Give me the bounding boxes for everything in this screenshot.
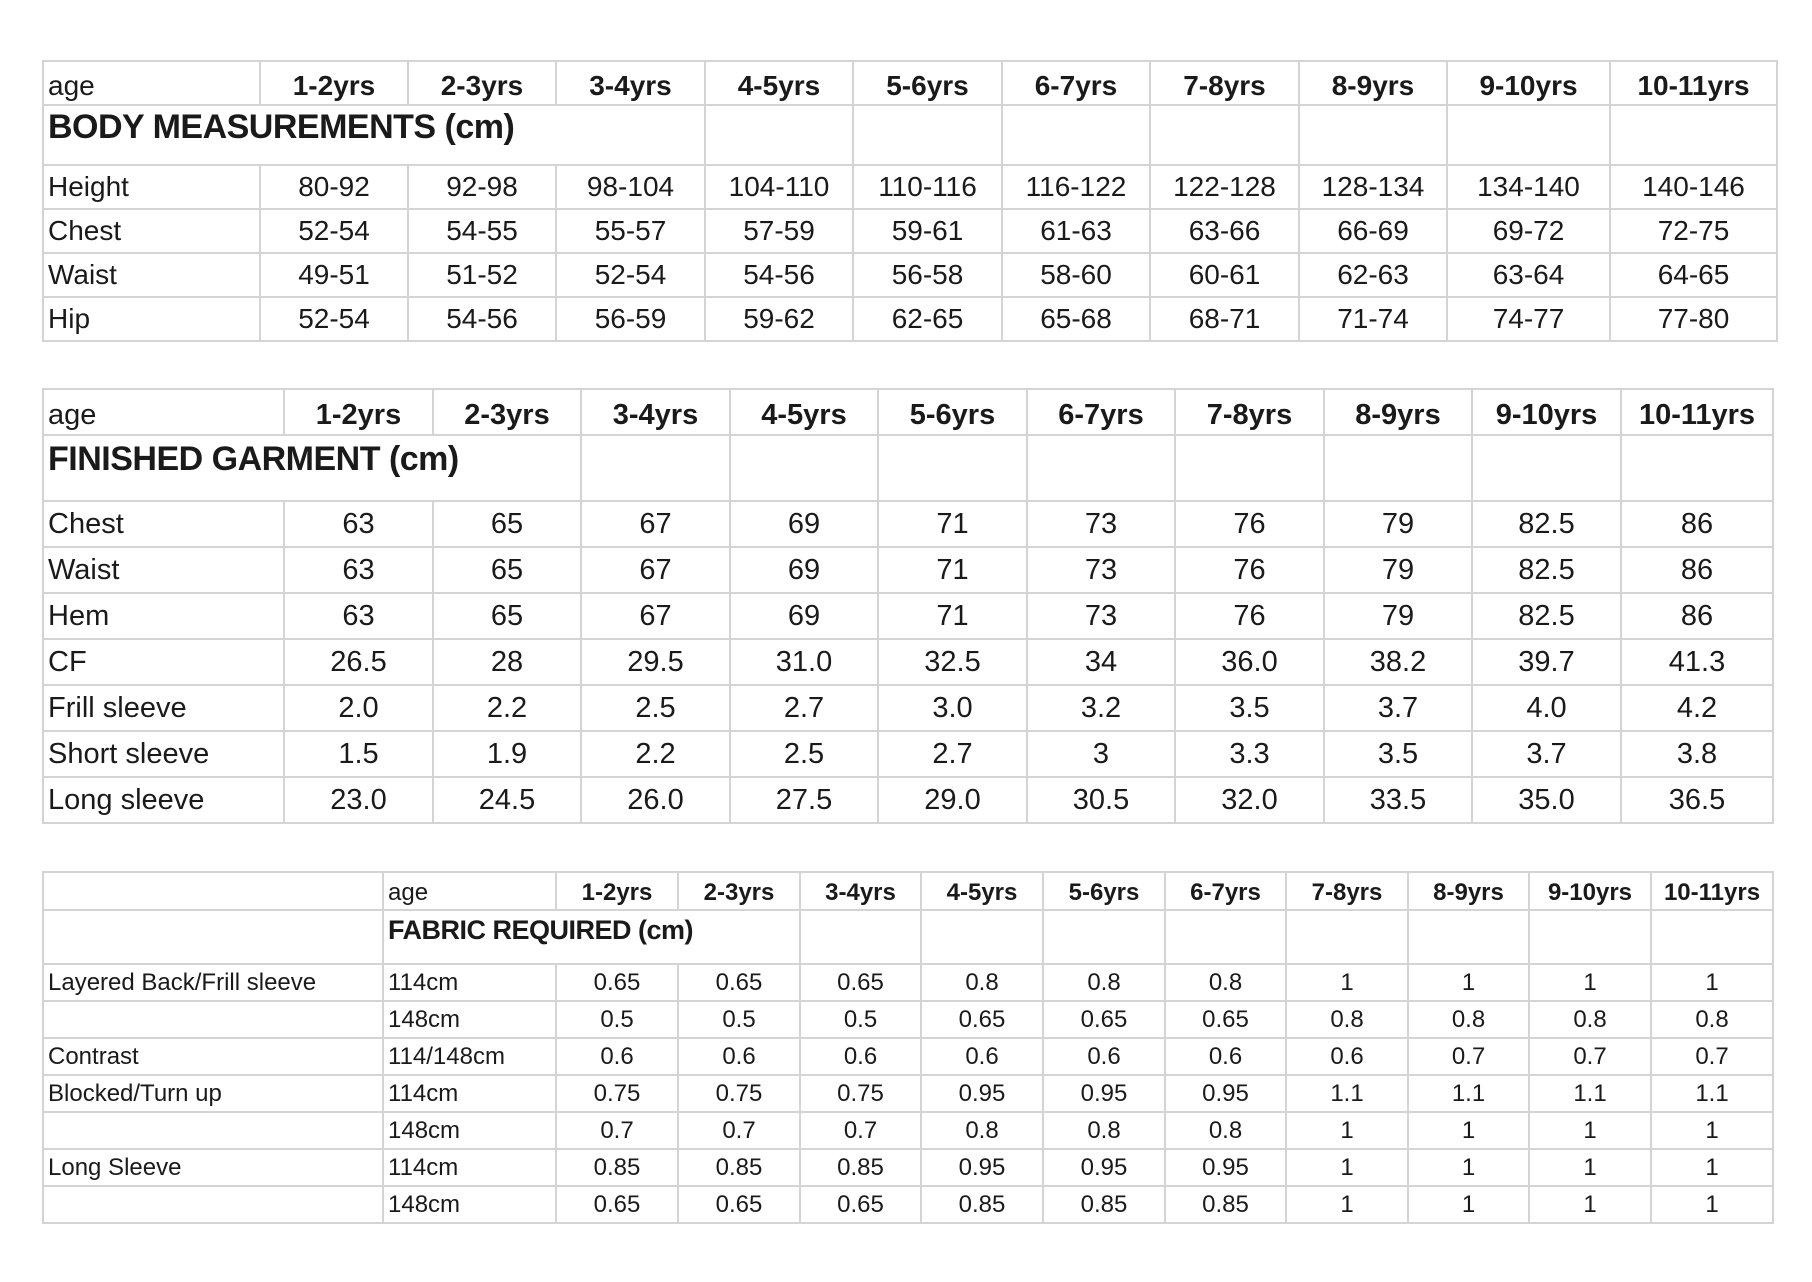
table-cell: 73 xyxy=(1027,547,1175,593)
table-cell: 68-71 xyxy=(1150,297,1299,341)
table-cell: 76 xyxy=(1175,547,1324,593)
table-cell: 39.7 xyxy=(1472,639,1621,685)
table-cell: 0.75 xyxy=(800,1075,921,1112)
fabric-width: 114/148cm xyxy=(383,1038,556,1075)
table-row xyxy=(43,297,1777,341)
table-row xyxy=(43,1075,1773,1112)
age-header-cell: 4-5yrs xyxy=(730,389,878,435)
table-cell: 110-116 xyxy=(853,165,1002,209)
fabric-width: 114cm xyxy=(383,964,556,1001)
table-cell: 23.0 xyxy=(284,777,433,823)
table-cell: 1 xyxy=(1286,1149,1408,1186)
age-header-cell: 8-9yrs xyxy=(1324,389,1472,435)
table-cell: 82.5 xyxy=(1472,501,1621,547)
table-cell: 1 xyxy=(1408,1186,1529,1223)
table-cell: 0.8 xyxy=(1043,964,1165,1001)
table-cell: 65-68 xyxy=(1002,297,1150,341)
table-cell: 0.7 xyxy=(556,1112,678,1149)
table-cell: 0.95 xyxy=(1165,1149,1286,1186)
table-cell: 65 xyxy=(433,501,581,547)
table-cell: 0.85 xyxy=(1043,1186,1165,1223)
table-cell: 54-56 xyxy=(408,297,556,341)
age-header-cell: 9-10yrs xyxy=(1447,61,1610,105)
row-label: Chest xyxy=(43,209,260,253)
row-label xyxy=(43,1001,383,1038)
age-header-cell: 9-10yrs xyxy=(1529,872,1651,910)
table-cell: 3.2 xyxy=(1027,685,1175,731)
table-cell: 92-98 xyxy=(408,165,556,209)
table-cell: 2.5 xyxy=(730,731,878,777)
table-cell: 52-54 xyxy=(260,297,408,341)
table-cell: 1.9 xyxy=(433,731,581,777)
table-cell: 0.95 xyxy=(921,1149,1043,1186)
table-cell: 2.2 xyxy=(581,731,730,777)
table-cell: 0.6 xyxy=(1286,1038,1408,1075)
row-label xyxy=(43,1112,383,1149)
table-cell: 63-66 xyxy=(1150,209,1299,253)
table-cell: 0.7 xyxy=(800,1112,921,1149)
table-cell: 26.5 xyxy=(284,639,433,685)
table-cell: 79 xyxy=(1324,593,1472,639)
table-cell: 0.8 xyxy=(921,964,1043,1001)
table-cell: 59-61 xyxy=(853,209,1002,253)
row-label: Frill sleeve xyxy=(43,685,284,731)
table-cell: 0.7 xyxy=(678,1112,800,1149)
fabric-width: 114cm xyxy=(383,1075,556,1112)
table-cell: 0.8 xyxy=(1529,1001,1651,1038)
row-label: Contrast xyxy=(43,1038,383,1075)
table-cell: 65 xyxy=(433,547,581,593)
table-cell: 3.5 xyxy=(1324,731,1472,777)
table-cell: 34 xyxy=(1027,639,1175,685)
table-cell: 134-140 xyxy=(1447,165,1610,209)
table-cell: 54-56 xyxy=(705,253,853,297)
table-cell: 0.65 xyxy=(800,964,921,1001)
table-cell: 77-80 xyxy=(1610,297,1777,341)
table-cell: 36.0 xyxy=(1175,639,1324,685)
table-cell: 86 xyxy=(1621,593,1773,639)
age-header-cell: 8-9yrs xyxy=(1408,872,1529,910)
table-cell: 1 xyxy=(1408,964,1529,1001)
section-title: FABRIC REQUIRED (cm) xyxy=(383,910,800,964)
age-header-cell: 8-9yrs xyxy=(1299,61,1447,105)
table-cell: 0.8 xyxy=(1408,1001,1529,1038)
table-cell: 73 xyxy=(1027,593,1175,639)
table-cell: 0.65 xyxy=(800,1186,921,1223)
section-title: BODY MEASUREMENTS (cm) xyxy=(43,105,705,165)
table-cell: 76 xyxy=(1175,501,1324,547)
table-row xyxy=(43,1186,1773,1223)
table-cell: 63 xyxy=(284,593,433,639)
table-cell: 86 xyxy=(1621,547,1773,593)
row-label xyxy=(43,1186,383,1223)
table-cell: 1 xyxy=(1408,1112,1529,1149)
table-cell: 55-57 xyxy=(556,209,705,253)
age-header-row xyxy=(43,61,1777,105)
table-cell: 29.0 xyxy=(878,777,1027,823)
age-header-cell: 3-4yrs xyxy=(800,872,921,910)
table-cell: 29.5 xyxy=(581,639,730,685)
fabric-required-table xyxy=(42,871,1774,1224)
table-cell: 0.85 xyxy=(800,1149,921,1186)
table-row xyxy=(43,685,1773,731)
table-cell: 0.6 xyxy=(556,1038,678,1075)
table-cell: 1 xyxy=(1529,1149,1651,1186)
table-cell: 0.85 xyxy=(678,1149,800,1186)
age-label: age xyxy=(43,389,284,435)
table-cell: 3.3 xyxy=(1175,731,1324,777)
table-cell: 71 xyxy=(878,501,1027,547)
table-cell: 28 xyxy=(433,639,581,685)
table-cell: 69 xyxy=(730,501,878,547)
age-header-cell: 10-11yrs xyxy=(1651,872,1773,910)
age-header-cell: 9-10yrs xyxy=(1472,389,1621,435)
table-cell: 1 xyxy=(1286,1112,1408,1149)
table-cell: 79 xyxy=(1324,501,1472,547)
table-cell: 0.7 xyxy=(1651,1038,1773,1075)
table-cell: 71 xyxy=(878,547,1027,593)
row-label: CF xyxy=(43,639,284,685)
table-cell: 0.6 xyxy=(921,1038,1043,1075)
table-cell: 0.95 xyxy=(1165,1075,1286,1112)
table-cell: 62-63 xyxy=(1299,253,1447,297)
table-cell: 0.6 xyxy=(678,1038,800,1075)
table-cell: 0.8 xyxy=(921,1112,1043,1149)
fabric-width: 148cm xyxy=(383,1186,556,1223)
age-header-row xyxy=(43,389,1773,435)
table-row xyxy=(43,731,1773,777)
table-row xyxy=(43,1149,1773,1186)
age-header-cell: 6-7yrs xyxy=(1002,61,1150,105)
table-cell: 4.0 xyxy=(1472,685,1621,731)
table-cell: 1 xyxy=(1286,1186,1408,1223)
table-cell: 73 xyxy=(1027,501,1175,547)
row-label: Waist xyxy=(43,547,284,593)
age-header-cell: 1-2yrs xyxy=(260,61,408,105)
age-header-cell: 7-8yrs xyxy=(1175,389,1324,435)
table-cell: 0.8 xyxy=(1165,1112,1286,1149)
table-cell: 0.5 xyxy=(800,1001,921,1038)
row-label: Chest xyxy=(43,501,284,547)
fabric-width: 114cm xyxy=(383,1149,556,1186)
table-cell: 58-60 xyxy=(1002,253,1150,297)
age-header-cell: 2-3yrs xyxy=(678,872,800,910)
table-cell: 63 xyxy=(284,547,433,593)
table-cell: 1 xyxy=(1529,964,1651,1001)
table-cell: 0.8 xyxy=(1651,1001,1773,1038)
table-cell: 1 xyxy=(1529,1186,1651,1223)
table-cell: 140-146 xyxy=(1610,165,1777,209)
table-cell: 98-104 xyxy=(556,165,705,209)
table-cell: 59-62 xyxy=(705,297,853,341)
table-cell: 122-128 xyxy=(1150,165,1299,209)
table-cell: 65 xyxy=(433,593,581,639)
table-cell: 0.65 xyxy=(1043,1001,1165,1038)
table-cell: 0.65 xyxy=(1165,1001,1286,1038)
table-cell: 1 xyxy=(1529,1112,1651,1149)
section-title-row xyxy=(43,105,1777,165)
table-cell: 0.8 xyxy=(1165,964,1286,1001)
table-cell: 1.1 xyxy=(1529,1075,1651,1112)
table-cell: 63 xyxy=(284,501,433,547)
table-cell: 72-75 xyxy=(1610,209,1777,253)
table-cell: 35.0 xyxy=(1472,777,1621,823)
table-cell: 3.7 xyxy=(1324,685,1472,731)
table-cell: 86 xyxy=(1621,501,1773,547)
table-cell: 0.7 xyxy=(1408,1038,1529,1075)
table-cell: 4.2 xyxy=(1621,685,1773,731)
table-cell: 0.85 xyxy=(1165,1186,1286,1223)
table-cell: 0.65 xyxy=(678,964,800,1001)
table-cell: 0.6 xyxy=(800,1038,921,1075)
table-cell: 80-92 xyxy=(260,165,408,209)
table-cell: 1.1 xyxy=(1408,1075,1529,1112)
row-label: Long Sleeve xyxy=(43,1149,383,1186)
section-title: FINISHED GARMENT (cm) xyxy=(43,435,581,501)
age-label: age xyxy=(383,872,556,910)
table-cell: 24.5 xyxy=(433,777,581,823)
table-cell: 2.7 xyxy=(878,731,1027,777)
row-label: Blocked/Turn up xyxy=(43,1075,383,1112)
table-cell: 54-55 xyxy=(408,209,556,253)
table-cell: 51-52 xyxy=(408,253,556,297)
table-cell: 1.1 xyxy=(1286,1075,1408,1112)
age-header-cell: 10-11yrs xyxy=(1610,61,1777,105)
table-cell: 3 xyxy=(1027,731,1175,777)
table-cell: 41.3 xyxy=(1621,639,1773,685)
table-row xyxy=(43,1001,1773,1038)
age-header-cell: 2-3yrs xyxy=(408,61,556,105)
table-cell: 36.5 xyxy=(1621,777,1773,823)
age-header-cell: 4-5yrs xyxy=(705,61,853,105)
table-row xyxy=(43,209,1777,253)
row-label: Hem xyxy=(43,593,284,639)
table-cell: 104-110 xyxy=(705,165,853,209)
table-cell: 2.2 xyxy=(433,685,581,731)
table-row xyxy=(43,964,1773,1001)
table-cell: 71 xyxy=(878,593,1027,639)
table-cell: 27.5 xyxy=(730,777,878,823)
body-measurements-table xyxy=(42,60,1778,342)
table-cell: 1 xyxy=(1286,964,1408,1001)
table-cell: 67 xyxy=(581,593,730,639)
fabric-width: 148cm xyxy=(383,1112,556,1149)
table-cell: 0.65 xyxy=(678,1186,800,1223)
table-cell: 63-64 xyxy=(1447,253,1610,297)
age-header-cell: 5-6yrs xyxy=(1043,872,1165,910)
table-cell: 61-63 xyxy=(1002,209,1150,253)
table-cell: 32.5 xyxy=(878,639,1027,685)
table-row xyxy=(43,253,1777,297)
table-cell: 67 xyxy=(581,547,730,593)
table-cell: 38.2 xyxy=(1324,639,1472,685)
table-cell: 49-51 xyxy=(260,253,408,297)
row-label: Short sleeve xyxy=(43,731,284,777)
table-cell: 62-65 xyxy=(853,297,1002,341)
age-header-cell: 1-2yrs xyxy=(556,872,678,910)
age-header-cell: 4-5yrs xyxy=(921,872,1043,910)
age-label: age xyxy=(43,61,260,105)
row-label: Hip xyxy=(43,297,260,341)
table-cell: 1 xyxy=(1651,964,1773,1001)
table-cell: 52-54 xyxy=(556,253,705,297)
age-header-cell: 7-8yrs xyxy=(1150,61,1299,105)
table-cell: 3.7 xyxy=(1472,731,1621,777)
table-cell: 0.75 xyxy=(556,1075,678,1112)
table-cell: 69 xyxy=(730,593,878,639)
table-cell: 30.5 xyxy=(1027,777,1175,823)
table-cell: 0.95 xyxy=(1043,1149,1165,1186)
table-cell: 1 xyxy=(1651,1112,1773,1149)
table-cell: 128-134 xyxy=(1299,165,1447,209)
age-header-cell: 6-7yrs xyxy=(1165,872,1286,910)
table-cell: 1.1 xyxy=(1651,1075,1773,1112)
table-cell: 3.8 xyxy=(1621,731,1773,777)
table-cell: 57-59 xyxy=(705,209,853,253)
table-cell: 69 xyxy=(730,547,878,593)
table-cell: 0.95 xyxy=(921,1075,1043,1112)
table-cell: 52-54 xyxy=(260,209,408,253)
row-label: Long sleeve xyxy=(43,777,284,823)
age-header-cell: 6-7yrs xyxy=(1027,389,1175,435)
table-row xyxy=(43,1038,1773,1075)
table-cell: 0.85 xyxy=(921,1186,1043,1223)
table-cell: 76 xyxy=(1175,593,1324,639)
table-cell: 0.65 xyxy=(556,1186,678,1223)
age-header-cell: 5-6yrs xyxy=(878,389,1027,435)
table-cell: 0.8 xyxy=(1286,1001,1408,1038)
table-cell: 0.95 xyxy=(1043,1075,1165,1112)
age-header-cell: 7-8yrs xyxy=(1286,872,1408,910)
table-row xyxy=(43,501,1773,547)
table-cell: 32.0 xyxy=(1175,777,1324,823)
table-cell: 56-58 xyxy=(853,253,1002,297)
table-cell: 0.85 xyxy=(556,1149,678,1186)
table-cell: 56-59 xyxy=(556,297,705,341)
section-title-row xyxy=(43,910,1773,964)
table-cell: 64-65 xyxy=(1610,253,1777,297)
table-cell: 71-74 xyxy=(1299,297,1447,341)
age-header-cell: 3-4yrs xyxy=(556,61,705,105)
table-row xyxy=(43,1112,1773,1149)
age-header-cell: 2-3yrs xyxy=(433,389,581,435)
table-cell: 0.65 xyxy=(556,964,678,1001)
age-header-cell: 3-4yrs xyxy=(581,389,730,435)
table-cell: 82.5 xyxy=(1472,547,1621,593)
row-label: Layered Back/Frill sleeve xyxy=(43,964,383,1001)
table-cell: 1 xyxy=(1408,1149,1529,1186)
table-cell: 74-77 xyxy=(1447,297,1610,341)
table-cell: 33.5 xyxy=(1324,777,1472,823)
table-cell: 3.5 xyxy=(1175,685,1324,731)
table-cell: 0.7 xyxy=(1529,1038,1651,1075)
age-header-cell: 5-6yrs xyxy=(853,61,1002,105)
table-cell: 2.0 xyxy=(284,685,433,731)
table-cell: 31.0 xyxy=(730,639,878,685)
row-label: Waist xyxy=(43,253,260,297)
finished-garment-table xyxy=(42,388,1774,824)
table-cell: 0.6 xyxy=(1165,1038,1286,1075)
table-cell: 1 xyxy=(1651,1186,1773,1223)
table-row xyxy=(43,777,1773,823)
fabric-width: 148cm xyxy=(383,1001,556,1038)
table-cell: 79 xyxy=(1324,547,1472,593)
table-row xyxy=(43,547,1773,593)
table-cell: 82.5 xyxy=(1472,593,1621,639)
table-cell: 0.5 xyxy=(678,1001,800,1038)
table-cell: 1.5 xyxy=(284,731,433,777)
table-cell: 2.5 xyxy=(581,685,730,731)
table-row xyxy=(43,593,1773,639)
table-row xyxy=(43,639,1773,685)
table-cell: 0.6 xyxy=(1043,1038,1165,1075)
table-cell: 1 xyxy=(1651,1149,1773,1186)
section-title-row xyxy=(43,435,1773,501)
row-label: Height xyxy=(43,165,260,209)
table-cell: 66-69 xyxy=(1299,209,1447,253)
table-cell: 60-61 xyxy=(1150,253,1299,297)
table-cell: 116-122 xyxy=(1002,165,1150,209)
table-cell: 0.65 xyxy=(921,1001,1043,1038)
table-cell: 0.75 xyxy=(678,1075,800,1112)
table-row xyxy=(43,165,1777,209)
table-cell: 0.5 xyxy=(556,1001,678,1038)
table-cell: 3.0 xyxy=(878,685,1027,731)
age-header-cell: 10-11yrs xyxy=(1621,389,1773,435)
age-header-row xyxy=(43,872,1773,910)
table-cell: 26.0 xyxy=(581,777,730,823)
table-cell: 67 xyxy=(581,501,730,547)
age-header-cell: 1-2yrs xyxy=(284,389,433,435)
table-cell: 69-72 xyxy=(1447,209,1610,253)
table-cell: 0.8 xyxy=(1043,1112,1165,1149)
table-cell: 2.7 xyxy=(730,685,878,731)
